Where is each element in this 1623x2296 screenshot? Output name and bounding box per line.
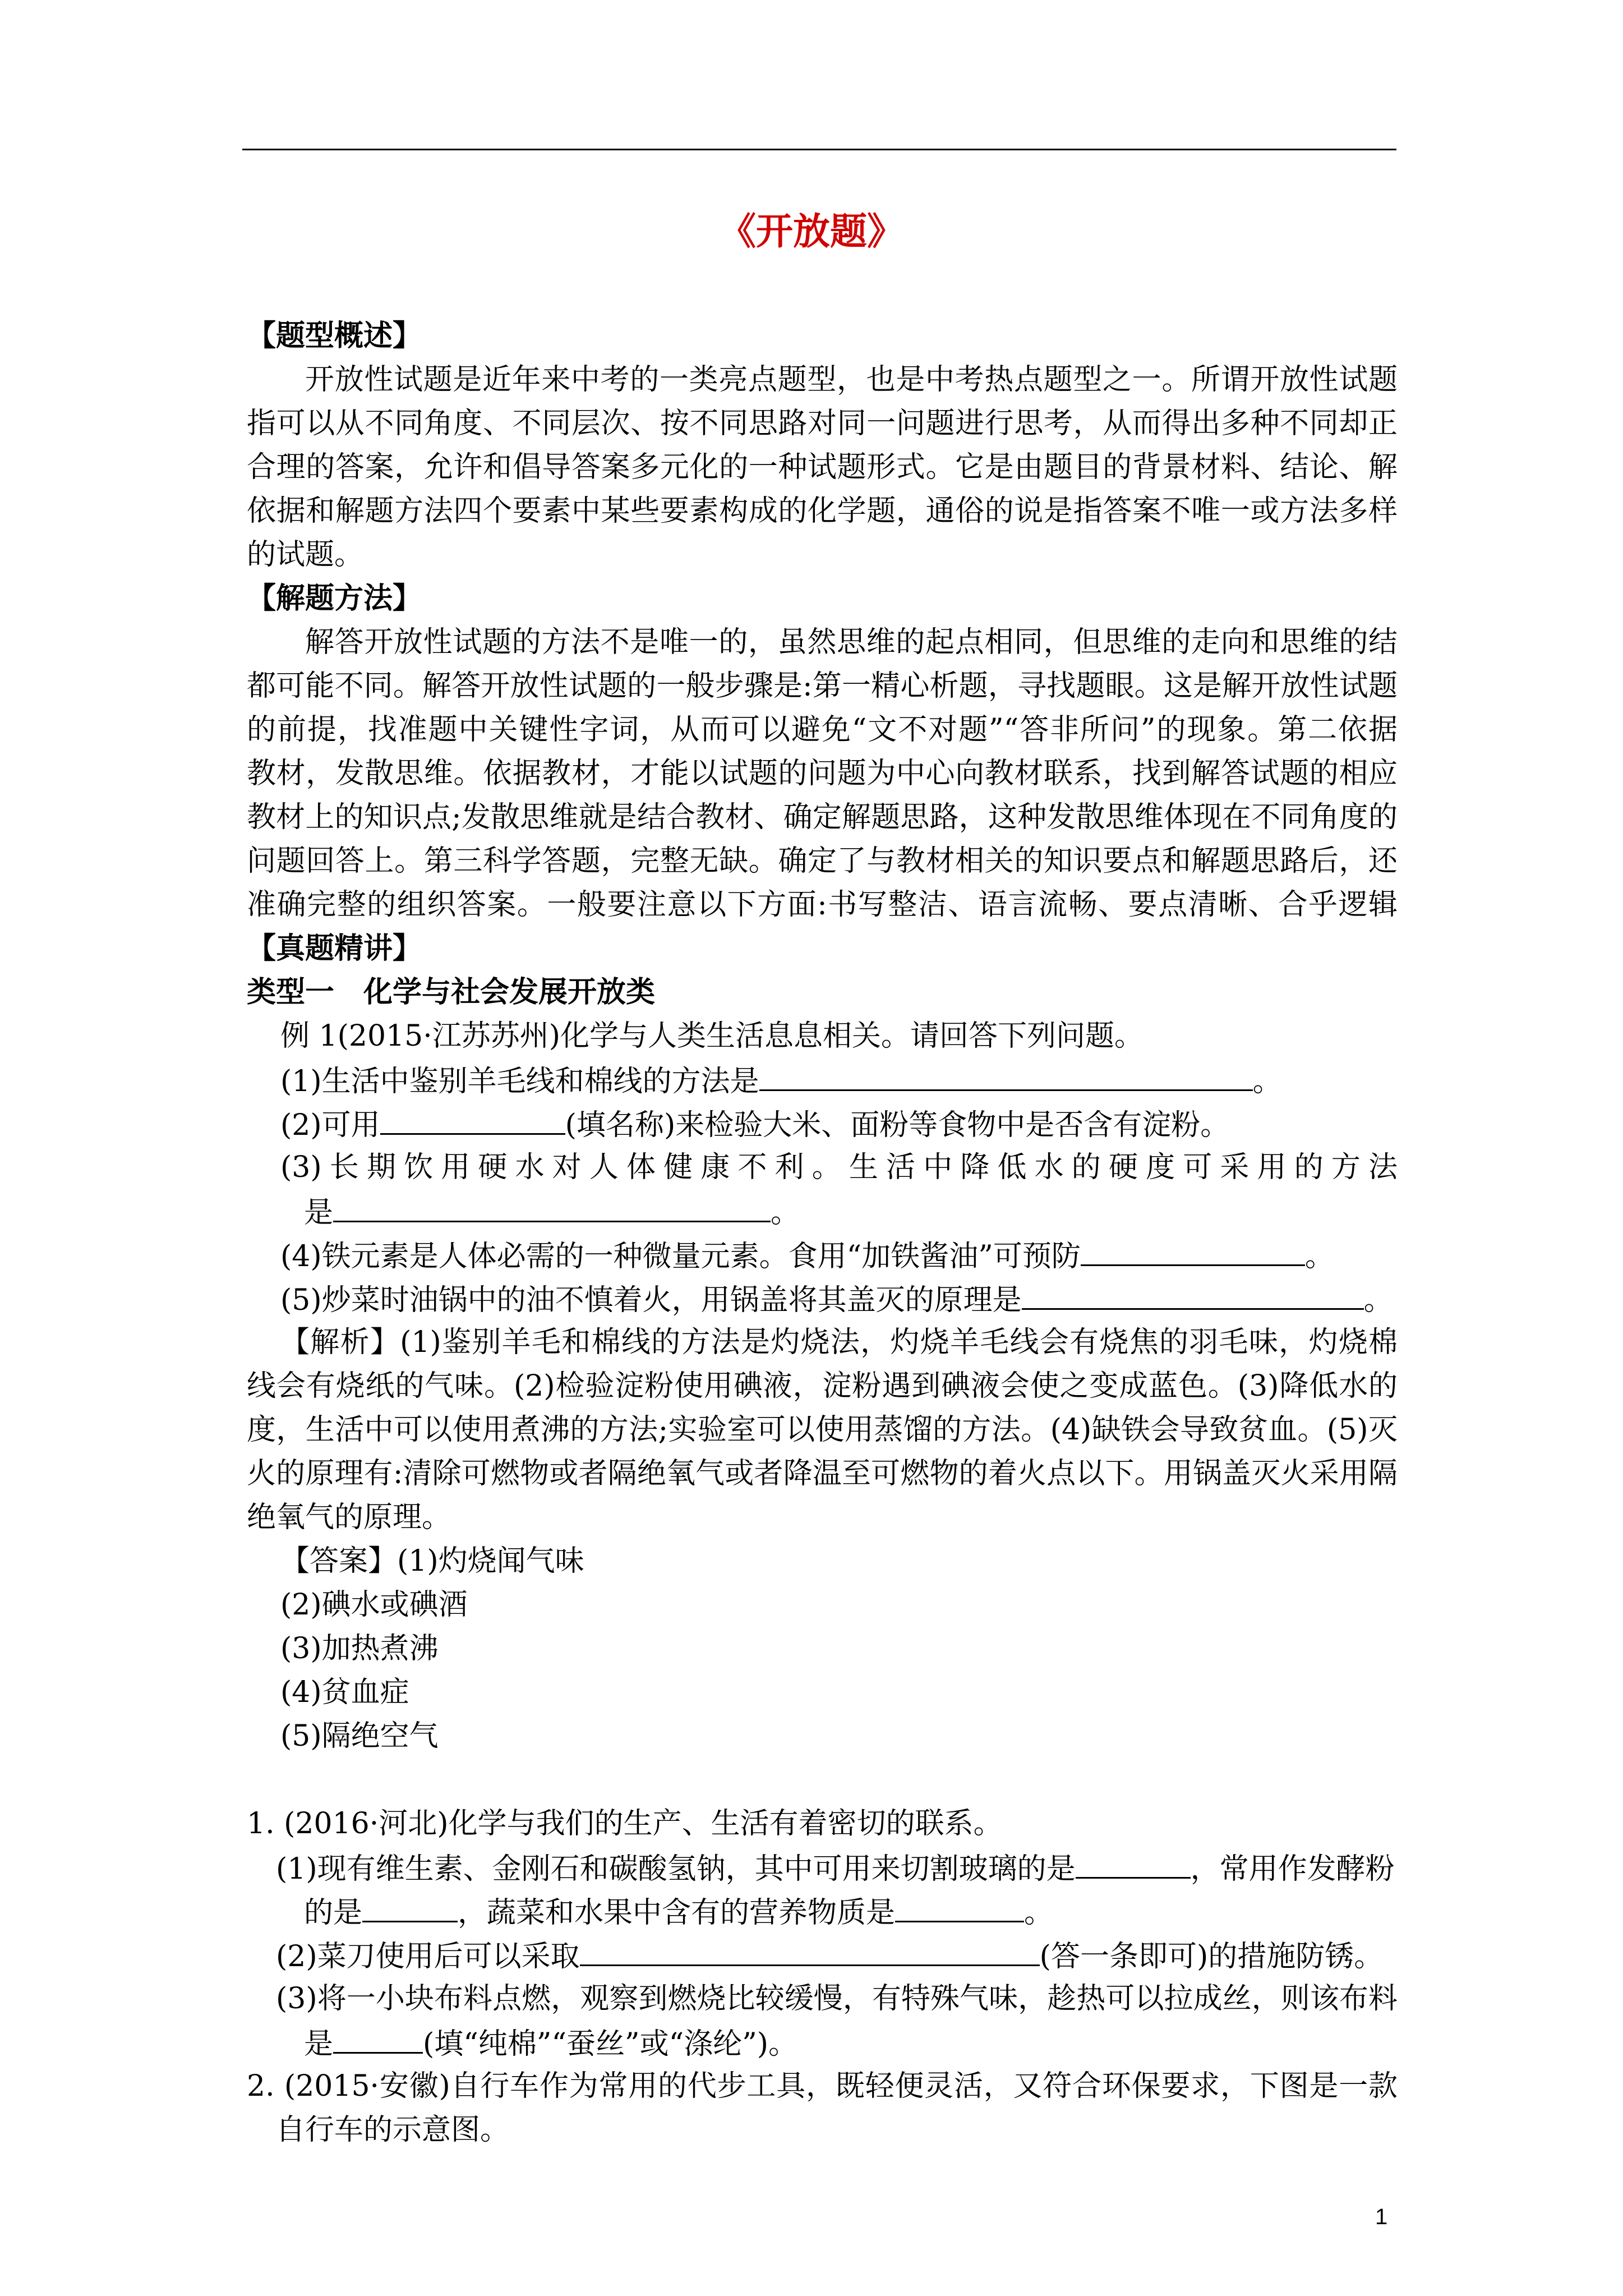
method-line: 解答开放性试题的方法不是唯一的，虽然思维的起点相同，但思维的走向和思维的结 bbox=[305, 625, 1398, 659]
section-heading-overview: 【题型概述】 bbox=[247, 319, 422, 353]
method-line: 的前提，找准题中关键性字词，从而可以避免“文不对题”“答非所问”的现象。第二依据 bbox=[247, 713, 1398, 747]
analysis-line: 火的原理有:清除可燃物或者隔绝氧气或者降温至可燃物的着火点以下。用锅盖灭火采用隔 bbox=[247, 1457, 1398, 1490]
analysis-line: 线会有烧纸的气味。(2)检验淀粉使用碘液，淀粉遇到碘液会使之变成蓝色。(3)降低水的 bbox=[247, 1369, 1398, 1403]
example-question-3-cont: 是 。 bbox=[247, 1189, 1398, 1233]
method-line: 都可能不同。解答开放性试题的一般步骤是:第一精心析题，寻找题眼。这是解开放性试题 bbox=[247, 669, 1398, 703]
exercise-1-question-3: (3)将一小块布料点燃，观察到燃烧比较缓慢，有特殊气味，趁热可以拉成丝，则该布料 bbox=[276, 1982, 1398, 2016]
document-body bbox=[247, 314, 1398, 2152]
answer-blank[interactable] bbox=[333, 2021, 423, 2054]
analysis-line: 度，生活中可以使用煮沸的方法;实验室可以使用蒸馏的方法。(4)缺铁会导致贫血。(5)灭 bbox=[247, 1413, 1398, 1447]
method-line: 教材上的知识点;发散思维就是结合教材、确定解题思路，这种发散思维体现在不同角度的 bbox=[247, 800, 1398, 834]
example-question-5: (5)炒菜时油锅中的油不慎着火，用锅盖将其盖灭的原理是 。 bbox=[247, 1277, 1398, 1320]
answer-blank[interactable] bbox=[333, 1189, 771, 1222]
example-intro: 例 1(2015·江苏苏州)化学与人类生活息息相关。请回答下列问题。 bbox=[280, 1019, 1144, 1053]
type-heading: 类型一 化学与社会发展开放类 bbox=[247, 976, 656, 1009]
exercise-2-line: 2. (2015·安徽)自行车作为常用的代步工具，既轻便灵活，又符合环保要求，下图是一款 bbox=[247, 2069, 1398, 2103]
answer-blank[interactable] bbox=[759, 1058, 1253, 1091]
answer-line: (4)贫血症 bbox=[280, 1676, 409, 1709]
section-heading-method: 【解题方法】 bbox=[247, 582, 422, 615]
example-question-4: (4)铁元素是人体必需的一种微量元素。食用“加铁酱油”可预防 。 bbox=[247, 1233, 1398, 1277]
answer-blank[interactable] bbox=[895, 1889, 1024, 1922]
page-number: 1 bbox=[1375, 2205, 1388, 2229]
answer-line: (2)碘水或碘酒 bbox=[280, 1588, 468, 1622]
answer-blank[interactable] bbox=[1081, 1233, 1305, 1266]
overview-line: 指可以从不同角度、不同层次、按不同思路对同一问题进行思考，从而得出多种不同却正 bbox=[247, 407, 1398, 440]
answer-line: (3)加热煮沸 bbox=[280, 1632, 439, 1665]
analysis-line: 绝氧气的原理。 bbox=[247, 1501, 451, 1534]
exercise-2-line: 自行车的示意图。 bbox=[276, 2113, 510, 2147]
answer-blank[interactable] bbox=[1022, 1277, 1364, 1310]
spacer bbox=[247, 1758, 1398, 1802]
answer-blank[interactable] bbox=[380, 1102, 565, 1135]
example-question-3: (3)长期饮用硬水对人体健康不利。生活中降低水的硬度可采用的方法 bbox=[280, 1151, 1398, 1184]
header-rule bbox=[242, 149, 1396, 150]
exercise-1-title: 1. (2016·河北)化学与我们的生产、生活有着密切的联系。 bbox=[247, 1807, 1003, 1841]
overview-line: 合理的答案，允许和倡导答案多元化的一种试题形式。它是由题目的背景材料、结论、解 bbox=[247, 450, 1398, 484]
answer-blank[interactable] bbox=[362, 1889, 458, 1922]
method-line: 问题回答上。第三科学答题，完整无缺。确定了与教材相关的知识要点和解题思路后，还 bbox=[247, 844, 1398, 878]
example-question-1: (1)生活中鉴别羊毛线和棉线的方法是 。 bbox=[247, 1058, 1398, 1102]
exercise-1-question-1: (1)现有维生素、金刚石和碳酸氢钠，其中可用来切割玻璃的是 ，常用作发酵粉 bbox=[247, 1846, 1398, 1889]
exercise-1-question-1-cont: 的是 ，蔬菜和水果中含有的营养物质是 。 bbox=[247, 1889, 1398, 1933]
answer-blank[interactable] bbox=[580, 1933, 1040, 1966]
method-line: 准确完整的组织答案。一般要注意以下方面:书写整洁、语言流畅、要点清晰、合乎逻辑 bbox=[247, 888, 1398, 922]
page-title: 《开放题》 bbox=[719, 210, 904, 253]
answer-line: (5)隔绝空气 bbox=[280, 1719, 439, 1753]
answer-blank[interactable] bbox=[1076, 1846, 1191, 1879]
overview-line: 依据和解题方法四个要素中某些要素构成的化学题，通俗的说是指答案不唯一或方法多样 bbox=[247, 494, 1398, 528]
section-heading-examples: 【真题精讲】 bbox=[247, 932, 422, 965]
example-question-2: (2)可用 (填名称)来检验大米、面粉等食物中是否含有淀粉。 bbox=[247, 1102, 1398, 1145]
answer-line: 【答案】(1)灼烧闻气味 bbox=[280, 1544, 584, 1578]
exercise-1-question-3-cont: 是 (填“纯棉”“蚕丝”或“涤纶”)。 bbox=[247, 2021, 1398, 2064]
overview-line: 开放性试题是近年来中考的一类亮点题型，也是中考热点题型之一。所谓开放性试题 bbox=[305, 363, 1398, 397]
overview-line: 的试题。 bbox=[247, 538, 364, 572]
analysis-line: 【解析】(1)鉴别羊毛和棉线的方法是灼烧法，灼烧羊毛线会有烧焦的羽毛味，灼烧棉 bbox=[280, 1326, 1398, 1359]
method-line: 教材，发散思维。依据教材，才能以试题的问题为中心向教材联系，找到解答试题的相应 bbox=[247, 757, 1398, 790]
exercise-1-question-2: (2)菜刀使用后可以采取 (答一条即可)的措施防锈。 bbox=[247, 1933, 1398, 1977]
